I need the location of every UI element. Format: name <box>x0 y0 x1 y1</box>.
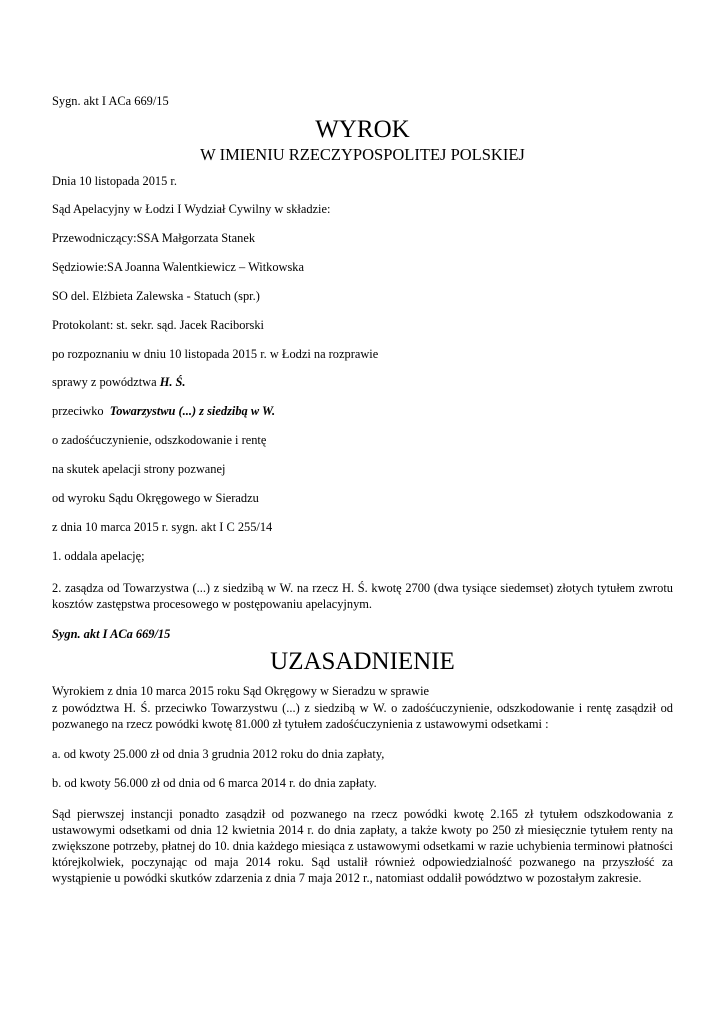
ruling-point-2: 2. zasądza od Towarzystwa (...) z siedzibą w W. na rzecz H. Ś. kwotę 2700 (dwa tysiące siedemset) złotych tytułem zwrotu kosztów zastępstwa procesowego w postępowaniu apelacyjnym. <box>52 581 673 611</box>
hearing-info: po rozpoznaniu w dniu 10 listopada 2015 r. w Łodzi na rozprawie <box>52 347 379 361</box>
defendant-line <box>52 404 275 419</box>
justification-intro: z powództwa H. Ś. przeciwko Towarzystwu (...) z siedzibą w W. o zadośćuczynienie, odszkodowanie i rentę zasądził od pozwanego na rzecz powódki kwotę 81.000 zł tytułem zadośćuczynienia z ustawowymi odsetkami : <box>52 701 673 731</box>
plaintiff-prefix: sprawy z powództwa <box>52 375 160 389</box>
appeal-info: na skutek apelacji strony pozwanej <box>52 462 226 476</box>
document-title: WYROK <box>315 116 410 143</box>
list-item-b: b. od kwoty 56.000 zł od dnia od 6 marca 2014 r. do dnia zapłaty. <box>52 776 377 790</box>
judges-line-2: SO del. Elżbieta Zalewska - Statuch (spr.) <box>52 289 260 303</box>
justification-paragraph: Sąd pierwszej instancji ponadto zasądził od pozwanego na rzecz powódki kwotę 2.165 zł tytułem odszkodowania z ustawowymi odsetkami od dnia 12 kwietnia 2014 r. do dnia zapłaty, a także kwoty po 250 zł miesięcznie tytułem renty na zwiększone potrzeby, płatnej do 10. dnia każdego miesiąca z ustawowymi odsetkami w razie uchybienia terminowi płatności którejkolwiek, poczynając od maja 2014 roku. Sąd ustalił również odpowiedzialność pozwanego na przyszłość za wystąpienie u powódki skutków zdarzenia z dnia 7 maja 2012 r., natomiast oddalił powództwo w pozostałym zakresie. <box>52 807 673 885</box>
lower-court-judgment: od wyroku Sądu Okręgowego w Sieradzu <box>52 491 259 505</box>
plaintiff-line <box>52 375 186 390</box>
defendant-name: Towarzystwu (...) z siedzibą w W. <box>109 404 276 418</box>
court-clerk: Protokolant: st. sekr. sąd. Jacek Raciborski <box>52 318 264 332</box>
ruling-point-1: 1. oddala apelację; <box>52 549 145 563</box>
justification-intro-line: Wyrokiem z dnia 10 marca 2015 roku Sąd Okręgowy w Sieradzu w sprawie <box>52 684 430 698</box>
defendant-prefix: przeciwko <box>52 404 110 418</box>
judgment-date: Dnia 10 listopada 2015 r. <box>52 174 177 188</box>
justification-title: UZASADNIENIE <box>270 648 455 675</box>
case-subject: o zadośćuczynienie, odszkodowanie i rentę <box>52 433 267 447</box>
list-item-a: a. od kwoty 25.000 zł od dnia 3 grudnia 2012 roku do dnia zapłaty, <box>52 747 385 761</box>
justification-case-number: Sygn. akt I ACa 669/15 <box>52 627 171 641</box>
case-number: Sygn. akt I ACa 669/15 <box>52 94 169 108</box>
presiding-judge: Przewodniczący:SSA Małgorzata Stanek <box>52 231 256 245</box>
document-subtitle: W IMIENIU RZECZYPOSPOLITEJ POLSKIEJ <box>200 145 525 164</box>
court-composition: Sąd Apelacyjny w Łodzi I Wydział Cywilny w składzie: <box>52 202 331 216</box>
lower-court-date: z dnia 10 marca 2015 r. sygn. akt I C 255/14 <box>52 520 273 534</box>
judges-line-1: Sędziowie:SA Joanna Walentkiewicz – Witkowska <box>52 260 305 274</box>
plaintiff-name: H. Ś. <box>159 375 186 389</box>
